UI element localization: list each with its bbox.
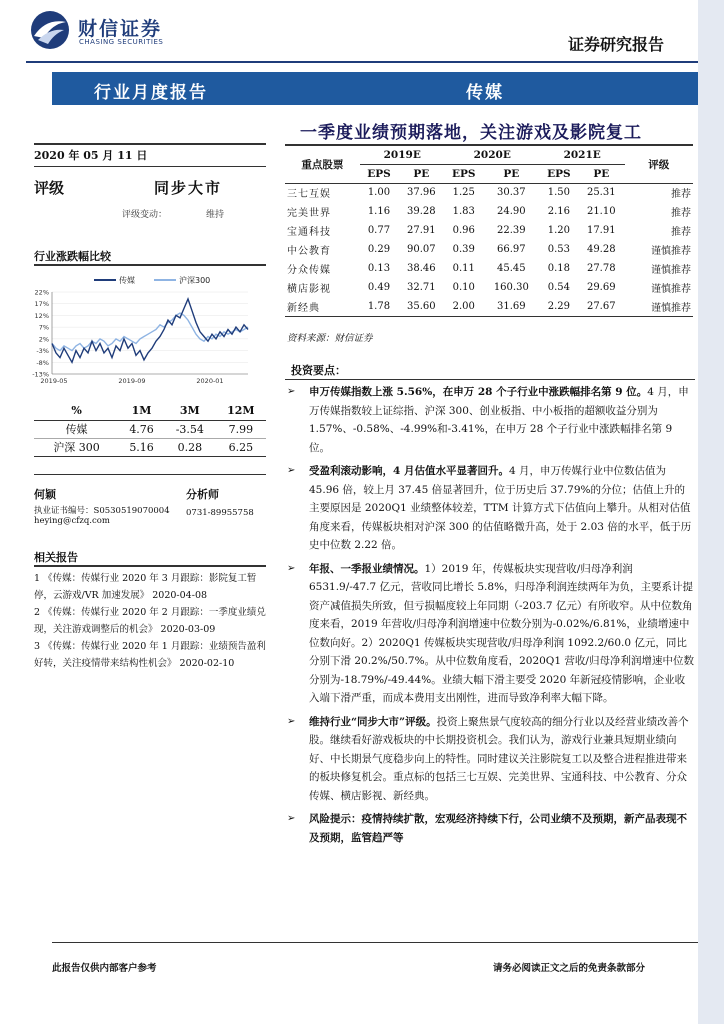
stock-rating-cell: 谨慎推荐 [651,265,691,276]
stock-rating-cell: 谨慎推荐 [651,284,691,295]
stock-value-cell: 0.53 [547,244,571,255]
perf-header-cell: % [71,404,82,418]
stock-value-cell: 2.29 [547,300,571,312]
related-reports-title: 相关报告 [34,551,78,564]
stock-value-cell: 0.39 [452,244,475,255]
date-divider [34,166,266,167]
perf-header-cell: 1M [131,404,152,418]
perf-cell: 4.76 [129,422,154,436]
chart-y-tick-label: 2% [38,335,49,344]
related-reports-list [34,570,266,672]
chart-series-line-hs300 [52,313,248,351]
chart-x-tick-label: 2020-01 [196,377,224,385]
stock-value-cell: 25.31 [586,187,616,199]
stocks-sub-header: PE [413,167,430,180]
stock-value-cell: 1.50 [547,187,571,199]
stock-name-cell: 新经典 [287,302,320,314]
bullet-text: 4 月，申万传媒行业中位数估值为 45.96 倍，较上月 37.45 倍显著回升，位于历史后 37.79%的分位；估值上升的主要原因是 2020Q1 业绩整体较差，TTM 计算方式下估值向上攀升。从相对估值角度来看，传媒板块相对沪深 300 的估值略微升高，处于 2.03 倍的水平，低于历史中位数 2.22 倍。 [309,465,692,551]
investment-bullet [285,462,695,555]
stock-value-cell: 0.54 [547,282,571,293]
stock-value-cell: 66.97 [496,244,526,255]
stock-row [285,183,693,202]
stock-value-cell: 22.39 [496,225,526,236]
analyst-role: 分析师 [186,488,219,501]
rating-value: 同步大市 [154,179,223,197]
stock-value-cell: 0.49 [367,282,391,293]
related-report-item[interactable]: 3 《传媒：传媒行业 2020 年 1 月跟踪：业绩预告盈利好转，关注疫情带来结构性机会》 2020-02-10 [34,641,266,669]
stock-value-cell: 90.07 [407,244,436,255]
stock-row [285,202,693,221]
chart-x-tick-label: 2019-05 [40,377,68,385]
stock-value-cell: 2.16 [547,206,571,217]
stocks-sub-header: EPS [367,167,391,180]
bullet-arrow-icon: ➢ [287,715,296,727]
perf-header-row [34,402,266,420]
perf-header-cell: 3M [179,404,200,418]
stock-value-cell: 29.69 [586,282,616,293]
footer-rule [52,942,698,943]
stock-value-cell: 45.45 [496,263,526,274]
chart-section-title: 行业涨跌幅比较 [34,250,111,263]
chart-y-tick-label: -13% [32,370,49,379]
footer-left: 此报告仅供内部客户参考 [52,963,157,974]
bullet-arrow-icon: ➢ [287,813,296,824]
stocks-header-rating: 评级 [648,158,670,171]
chart-legend-label: 传媒 [119,276,135,285]
stocks-sub-header: EPS [547,167,571,180]
chart-y-tick-label: 12% [34,311,49,320]
stock-name-cell: 宝通科技 [287,227,331,238]
stock-value-cell: 1.25 [452,187,475,199]
rating-change-value: 维持 [206,210,225,220]
stock-name-cell: 三七互娱 [287,189,331,201]
key-stocks-table [285,144,693,317]
stock-value-cell: 1.83 [452,206,475,217]
perf-cell: 0.28 [177,440,203,454]
logo-en-text: CHASING SECURITIES [79,38,164,46]
report-type: 证券研究报告 [568,35,665,54]
perf-header-cell: 12M [227,404,255,418]
stock-value-cell: 1.16 [367,206,391,217]
stocks-sub-header: PE [593,167,610,180]
stock-value-cell: 160.30 [493,282,529,293]
perf-cell: 6.25 [228,440,254,454]
related-report-item[interactable]: 2 《传媒：传媒行业 2020 年 2 月跟踪：一季度业绩兑现，关注游戏调整后的机会》 2020-03-09 [34,607,266,635]
stock-value-cell: 0.13 [367,263,391,274]
related-title-rule [34,565,266,567]
perf-cell: 沪深 300 [53,441,100,454]
report-headline: 一季度业绩预期落地，关注游戏及影院复工 [300,123,642,143]
stock-value-cell: 35.60 [407,300,436,312]
performance-table [34,402,266,457]
stock-value-cell: 1.00 [367,187,391,199]
analyst-cert: 执业证书编号：S0530519070004 [34,506,170,516]
chart-series-line-media [52,299,248,362]
chart-y-tick-label: -3% [36,347,49,356]
analyst-top-rule [34,474,266,475]
bullet-bold-text: 受盈利滚动影响，4 月估值水平显著回升。 [309,465,509,477]
perf-cell: 5.16 [129,440,154,454]
stocks-sub-header: PE [503,167,520,180]
stocks-year-header: 2020E [445,145,540,164]
stock-value-cell: 27.67 [586,300,616,312]
chart-y-tick-label: 17% [34,300,49,309]
stock-name-cell: 完美世界 [287,208,331,219]
stock-name-cell: 中公教育 [287,246,331,257]
investment-bullets [285,383,695,852]
stock-value-cell: 2.00 [452,300,475,312]
perf-row [34,438,266,456]
analyst-email: heying@cfzq.com [34,516,110,526]
bullet-arrow-icon: ➢ [287,386,296,397]
perf-cell: 传媒 [65,423,88,436]
bullet-text: 投资上聚焦景气度较高的细分行业以及经营业绩改善个股。继续看好游戏板块的中长期投资机会。我们认为，游戏行业兼具短期业绩向好、中长期景气度稳步向上的特性。同时建议关注影院复工以及整合进程推进带来的板块修复机会。重点标的包括三七互娱、完美世界、宝通科技、中公教育、分众传媒、横店影视、新经典。 [309,715,689,802]
perf-row [34,420,266,438]
investment-bullet [285,713,695,806]
stock-rating-cell: 谨慎推荐 [651,302,691,314]
stock-value-cell: 1.78 [367,300,391,312]
analyst-phone: 0731-89955758 [186,508,254,518]
perf-cell: -3.54 [175,422,204,436]
stock-value-cell: 17.91 [586,225,616,236]
stocks-year-header: 2019E [360,145,445,164]
analyst-name: 何颖 [34,488,56,501]
bullet-bold-text: 风险提示：疫情持续扩散，宏观经济持续下行，公司业绩不及预期，新产品表现不及预期，监管趋严等 [309,813,687,844]
bullet-arrow-icon: ➢ [287,562,296,574]
stocks-body [285,183,693,316]
perf-cell: 7.99 [228,422,254,436]
chart-title-rule [34,264,266,266]
stock-name-cell: 分众传媒 [287,265,331,276]
rating-label: 评级 [34,179,65,197]
stock-row [285,221,693,240]
investment-title: 投资要点： [291,364,346,377]
stock-value-cell: 24.90 [496,206,526,217]
bullet-bold-text: 申万传媒指数上涨 5.56%，在申万 28 个子行业中涨跌幅排名第 9 位。 [309,386,648,398]
chart-x-tick-label: 2019-09 [118,377,146,385]
stock-rating-cell: 推荐 [671,208,691,219]
stock-value-cell: 0.29 [367,244,391,255]
stocks-header-name: 重点股票 [301,158,344,171]
bullet-text: 1）2019 年，传媒板块实现营收/归母净利润 6531.9/-47.7 亿元，营收同比增长 5.8%，归母净利润连续两年为负，主要系计提资产减值损失所致，但亏损幅度较上年同期（-203.7 亿元）有所收窄。从中位数角度来看，2019 年营收/归母净利润增速中位数分别为-0.02%/6.81%，业绩增速中位数向好。2）2020Q1 传媒板块实现营收/归母净利润 1092.2/60.0 亿元，同比分别下滑 20.2%/50.7%。从中位数角度看，2020Q1 营收/归母净利润增速中位数分别为-18.79%/-49.44%。业绩大幅下滑主要受 2020 年新冠疫情影响，企业收入端下滑严重，而成本费用支出刚性，进而导致净利率大幅下降。 [309,562,694,704]
logo-cn-text: 财信证券 [78,18,163,40]
bullet-arrow-icon: ➢ [287,465,296,476]
stocks-sub-header: EPS [452,167,476,180]
page-edge-strip [698,0,724,1024]
bullet-bold-text: 维持行业“同步大市”评级。 [309,715,437,728]
stocks-year-row [285,145,693,164]
stock-value-cell: 0.11 [452,263,475,274]
banner-report-kind: 行业月度报告 [94,83,208,103]
stock-rating-cell: 推荐 [671,227,691,238]
stock-rating-cell: 推荐 [671,189,691,201]
stock-value-cell: 0.10 [452,282,475,293]
investment-bullet [285,810,695,847]
stock-value-cell: 27.78 [586,263,616,274]
header-divider [26,61,698,63]
chart-y-tick-label: 7% [38,323,49,332]
stock-value-cell: 0.96 [452,225,475,236]
chart-legend-label: 沪深300 [179,276,211,285]
stock-value-cell: 38.46 [407,263,436,274]
chart-y-tick-label: 22% [34,288,49,297]
investment-rule [285,379,695,380]
bullet-bold-text: 年报、一季报业绩情况。 [309,562,425,575]
stock-value-cell: 27.91 [407,225,436,236]
stock-row [285,278,693,297]
footer-right: 请务必阅读正文之后的免责条款部分 [493,963,646,974]
stock-value-cell: 49.28 [586,244,616,255]
industry-performance-chart [26,270,266,390]
stock-name-cell: 横店影视 [287,284,331,295]
stock-value-cell: 37.96 [407,187,436,199]
stock-row [285,240,693,259]
rating-change-label: 评级变动： [122,210,168,220]
investment-bullet [285,560,695,708]
left-top-rule [34,143,266,145]
stock-value-cell: 31.69 [496,300,526,312]
stock-rating-cell: 谨慎推荐 [651,246,691,257]
banner-industry: 传媒 [466,83,504,103]
company-logo [26,10,74,50]
bullet-text: 4 月，申万传媒指数较上证综指、沪深 300、创业板指、中小板指的超额收益分别为 1.57%、-0.58%、-4.99%和-3.41%，在申万 28 个子行业中涨跌幅排名第 9 位。 [309,386,689,454]
report-date: 2020 年 05 月 11 日 [34,149,148,162]
stock-value-cell: 30.37 [496,187,526,199]
stock-value-cell: 1.20 [547,225,571,236]
stocks-year-header: 2021E [540,145,625,164]
investment-bullet [285,383,695,457]
table-source: 资料来源：财信证券 [287,333,373,344]
stock-value-cell: 39.28 [407,206,436,217]
stock-value-cell: 0.77 [367,225,391,236]
stock-row [285,259,693,278]
stock-value-cell: 21.10 [586,206,616,217]
related-report-item[interactable]: 1 《传媒：传媒行业 2020 年 3 月跟踪：影院复工暂停，云游戏/VR 加速发展》 2020-04-08 [34,573,257,601]
stock-value-cell: 0.18 [547,263,571,274]
stock-value-cell: 32.71 [407,282,436,293]
stock-row [285,297,693,316]
chart-y-tick-label: -8% [36,358,49,367]
